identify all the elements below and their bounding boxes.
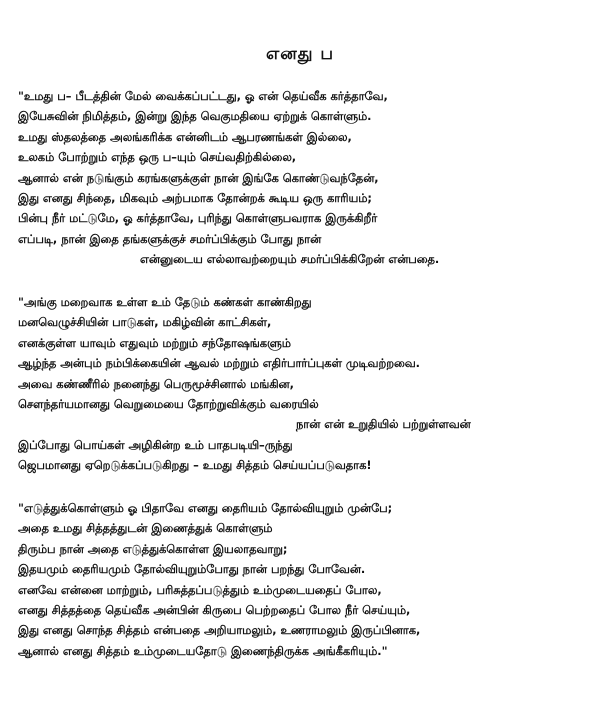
poem-line: என்னுடைய எல்லாவற்றையும் சமர்ப்பிக்கிறேன் என்பதை. [140, 252, 440, 267]
poem-line: நான் என் உறுதியில் பற்றுள்ளவன் [296, 417, 471, 432]
poem-line: மனவெழுச்சியின் பாடுகள், மகிழ்வின் காட்சிகள், [18, 315, 272, 330]
poem-line: இது எனது சிந்தை, மிகவும் அற்பமாக தோன்றக் கூடிய ஒரு காரியம்; [18, 190, 372, 205]
poem-line: "எடுத்துக்கொள்ளும் ஓ பிதாவே எனது தைரியம் தோல்வியுறும் முன்பே; [18, 501, 393, 515]
poem-line: எப்படி, நான் இதை தங்களுக்குச் சமர்ப்பிக்கும் போது நான் [18, 231, 322, 246]
poem-line: "உமது ப– பீடத்தின் மேல் வைக்கப்பட்டது, ஓ என் தெய்வீக கர்த்தாவே, [18, 89, 388, 103]
poem-line: ஆழ்ந்த அன்பும் நம்பிக்கையின் ஆவல் மற்றும் எதிர்பார்ப்புகள் முடிவற்றவை. [18, 356, 420, 371]
stanza-1 [18, 86, 588, 270]
poem-line: எனக்குள்ள யாவும் எதுவும் மற்றும் சந்தோஷங்களும் [18, 335, 291, 350]
poem-line: உமது ஸ்தலத்தை அலங்கரிக்க என்னிடம் ஆபரணங்கள் இல்லை, [18, 129, 352, 144]
poem-line: ஜெபமானது ஏறெடுக்கப்படுகிறது – உமது சித்தம் செய்யப்படுவதாக! [18, 458, 372, 473]
poem-line: அதை உமது சித்தத்துடன் இணைத்துக் கொள்ளும் [18, 521, 273, 536]
poem-line: "அங்கு மறைவாக உள்ள உம் தேடும் கண்கள் காண்கிறது [18, 295, 312, 309]
poem-line: இயேசுவின் நிமித்தம், இன்று இந்த வெகுமதியை ஏற்றுக் கொள்ளும். [18, 109, 372, 124]
stanza-3 [18, 498, 588, 661]
poem-line: அவை கண்ணீரில் நனைந்து பெருமூச்சினால் மங்கின, [18, 376, 294, 391]
page-title: எனது ப [265, 44, 335, 64]
poem-line: பின்பு நீர் மட்டுமே, ஓ கர்த்தாவே, புரிந்து கொள்ளுபவராக இருக்கிறீர் [18, 211, 378, 226]
poem-line: இப்போது பொய்கள் அழிகின்ற உம் பாதபடியி–ருந்து [18, 437, 293, 452]
stanza-2 [18, 292, 588, 476]
poem-line: சௌந்தர்யமானது வெறுமையை தோற்றுவிக்கும் வரையில் [18, 396, 319, 411]
poem-line: எனது சித்தத்தை தெய்வீக அன்பின் கிருபை பெற்றதைப் போல நீர் செய்யும், [18, 602, 411, 617]
poem-line: ஆனால் எனது சித்தம் உம்முடையதோடு இணைந்திருக்க அங்கீகரியும்." [18, 643, 388, 658]
poem-line: திரும்ப நான் அதை எடுத்துக்கொள்ள இயலாதவாறு; [18, 541, 288, 556]
poem-line: எனவே என்னை மாற்றும், பரிசுத்தப்படுத்தும் உம்முடையதைப் போல, [18, 582, 382, 597]
poem-line: இது எனது சொந்த சித்தம் என்பதை அறியாமலும், உணராமலும் இருப்பினாக, [18, 623, 421, 638]
poem-line: உலகம் போற்றும் எந்த ஒரு ப–யும் செய்வதிற்கில்லை, [18, 150, 297, 165]
poem-line: இதயமும் தைரியமும் தோல்வியுறும்போது நான் பறந்து போவேன். [18, 562, 366, 577]
poem-line: ஆனால் என் நடுங்கும் கரங்களுக்குள் நான் இங்கே கொண்டுவந்தேன், [18, 170, 379, 185]
